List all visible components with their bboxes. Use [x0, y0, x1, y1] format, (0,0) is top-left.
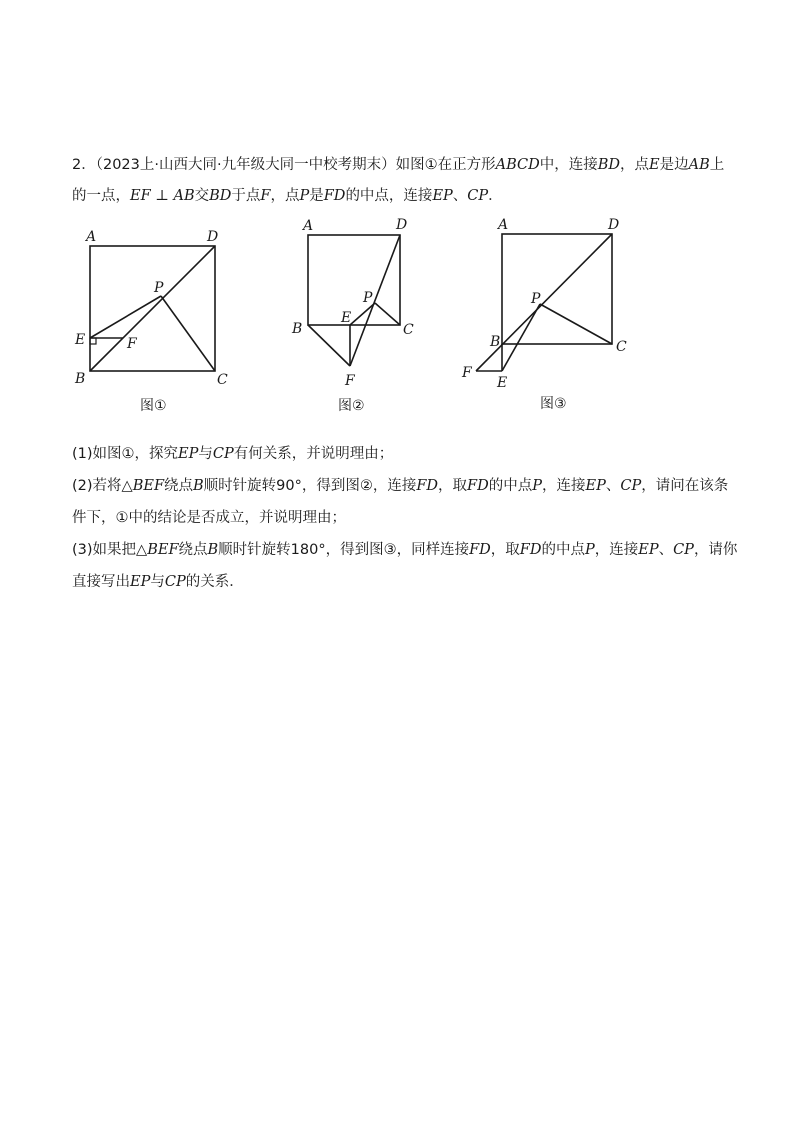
label-p: P: [154, 280, 164, 296]
q-math: CP: [620, 478, 642, 494]
segment-ep: [350, 303, 375, 325]
problem-statement: [72, 150, 732, 212]
figure-2: [291, 217, 414, 414]
label-f: F: [462, 365, 472, 381]
stem-text: 是: [309, 188, 324, 204]
diagonal-bd: [90, 246, 215, 371]
label-d: D: [608, 217, 620, 233]
q-text: (1)如图①，探究: [72, 446, 179, 462]
stem-math: P: [299, 188, 310, 204]
q-text: 绕点: [178, 542, 208, 558]
q-math: B: [207, 542, 219, 558]
stem-math: F: [260, 188, 271, 204]
q-text: 、: [658, 542, 674, 558]
q-text: (2)若将: [72, 478, 122, 494]
problem-number: 2．: [72, 157, 96, 173]
stem-math: EF ⊥ AB: [130, 188, 195, 204]
stem-text: ，点: [270, 188, 300, 204]
label-a: A: [303, 218, 314, 234]
q-math: FD: [416, 478, 439, 494]
q-math: CP: [673, 542, 694, 558]
problem-line-2: [72, 181, 732, 212]
q-text: 顺时针旋转90°，得到图②，连接: [203, 478, 417, 494]
label-c: C: [616, 339, 627, 355]
q-math: P: [532, 478, 542, 494]
segment-cp: [161, 296, 215, 371]
segment-cp: [375, 303, 400, 325]
right-angle-mark: [90, 338, 96, 344]
label-a: A: [498, 217, 509, 233]
q-math: EP: [130, 574, 151, 590]
question-3-line-2: [72, 566, 742, 598]
q-math: FD: [469, 542, 491, 558]
q-text: (3)如果把: [72, 542, 137, 558]
q-text: 与: [198, 446, 213, 462]
stem-math: E: [649, 157, 660, 173]
stem-text: ．: [488, 188, 503, 204]
segment-fd: [350, 235, 400, 366]
stem-text: 如图①在正方形: [395, 157, 496, 173]
q-text: ，取: [490, 542, 520, 558]
label-e: E: [341, 310, 352, 326]
stem-math: EP: [432, 188, 453, 204]
segment-ep: [90, 296, 161, 338]
stem-math: AB: [688, 157, 710, 173]
q-math: EP: [585, 478, 606, 494]
figure-1: [74, 229, 228, 414]
question-3-line-1: [72, 534, 742, 566]
segment-cp: [540, 304, 612, 344]
figure-2-caption: 图②: [338, 398, 365, 414]
q-math: CP: [164, 574, 186, 590]
q-text: 顺时针旋转180°，得到图③，同样连接: [218, 542, 470, 558]
stem-text: 、: [452, 188, 468, 204]
stem-math: BD: [209, 188, 232, 204]
q-text: 有何关系，并说明理由；: [233, 446, 394, 462]
q-text: ，连接: [542, 478, 586, 494]
geometry-figures: [60, 212, 740, 422]
figure-3-caption: 图③: [540, 396, 567, 412]
q-math: △BEF: [121, 478, 164, 494]
q-text: 的中点: [541, 542, 585, 558]
q-math: EP: [178, 446, 199, 462]
question-1: [72, 438, 742, 470]
stem-math: ABCD: [495, 157, 540, 173]
label-p: P: [363, 290, 373, 306]
q-text: 的关系．: [185, 574, 244, 590]
figures-row: [60, 212, 740, 422]
label-f: F: [127, 336, 137, 352]
q-math: FD: [467, 478, 489, 494]
label-d: D: [207, 229, 219, 245]
q-math: FD: [519, 542, 542, 558]
label-c: C: [217, 372, 228, 388]
label-f: F: [345, 373, 355, 389]
segment-fd: [476, 234, 612, 371]
problem-line-1: [72, 150, 732, 181]
segment-bf: [308, 325, 350, 366]
q-text: ，取: [438, 478, 468, 494]
problem-source: （2023上·山西大同·九年级大同一中校考期末）: [95, 157, 396, 173]
q-text: 、: [605, 478, 621, 494]
figure-1-caption: 图①: [140, 398, 167, 414]
stem-text: 上: [709, 157, 725, 173]
q-text: 直接写出: [72, 574, 130, 590]
stem-math: FD: [323, 188, 346, 204]
q-math: △BEF: [136, 542, 179, 558]
stem-text: ，点: [620, 157, 650, 173]
stem-math: BD: [597, 157, 621, 173]
label-a: A: [86, 229, 97, 245]
q-math: EP: [638, 542, 659, 558]
label-b: B: [75, 371, 86, 387]
q-math: P: [584, 542, 595, 558]
label-p: P: [531, 291, 541, 307]
label-c: C: [403, 322, 414, 338]
label-d: D: [396, 217, 408, 233]
q-text: 绕点: [164, 478, 193, 494]
figure-3: [461, 217, 627, 412]
stem-text: 中，连接: [539, 157, 598, 173]
label-b: B: [490, 334, 501, 350]
stem-math: CP: [467, 188, 489, 204]
q-text: 的中点: [488, 478, 533, 494]
q-math: B: [193, 478, 204, 494]
segment-ep: [502, 304, 540, 371]
question-2-line-2: 件下，①中的结论是否成立，并说明理由；: [72, 510, 346, 526]
question-2-line-1: [72, 470, 742, 502]
q-math: CP: [212, 446, 234, 462]
label-e: E: [75, 332, 86, 348]
q-text: ，请你: [693, 542, 738, 558]
stem-text: 的一点，: [72, 188, 130, 204]
square-abcd: [308, 235, 400, 325]
label-b: B: [292, 321, 303, 337]
q-text: ，连接: [594, 542, 639, 558]
stem-text: 交: [194, 188, 210, 204]
q-text: ，请问在该条: [641, 478, 729, 494]
stem-text: 的中点，连接: [345, 188, 433, 204]
stem-text: 于点: [231, 188, 261, 204]
q-text: 与: [150, 574, 165, 590]
questions: [72, 438, 742, 598]
label-e: E: [497, 375, 508, 391]
stem-text: 是边: [659, 157, 689, 173]
